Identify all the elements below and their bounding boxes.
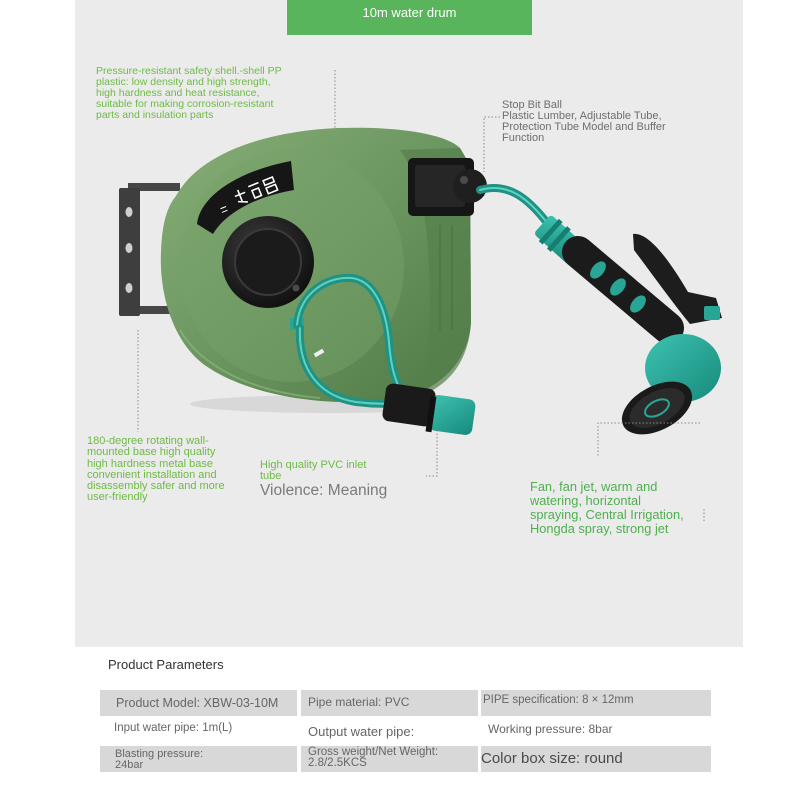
param-cell-input-pipe xyxy=(100,718,297,744)
annotation-line: watering, horizontal xyxy=(530,493,641,508)
param-cell-color-box xyxy=(481,746,711,772)
page-title: 10m water drum xyxy=(362,5,457,20)
annotation-spray xyxy=(530,480,684,536)
param-text: PIPE specification: 8 × 12mm xyxy=(483,694,634,706)
param-cell-working-pressure xyxy=(481,718,711,744)
outlet-hose xyxy=(480,188,548,224)
annotation-line: tube xyxy=(260,470,282,482)
hose-reel-icon xyxy=(161,128,487,403)
annotation-line: Pressure-resistant safety shell.-shell PP xyxy=(96,65,282,77)
param-text: Output water pipe: xyxy=(308,724,415,739)
annotation-line: high hardness metal base xyxy=(87,457,213,470)
annotation-line: spraying, Central Irrigation, xyxy=(530,507,684,522)
annotation-line: parts and insulation parts xyxy=(96,109,214,121)
annotation-shell xyxy=(96,66,282,121)
param-cell-product-model xyxy=(100,690,297,716)
annotation-stop-ball xyxy=(502,100,666,144)
annotation-line: High quality PVC inlet xyxy=(260,459,367,471)
annotation-line: Plastic Lumber, Adjustable Tube, xyxy=(502,110,662,122)
param-text: Input water pipe: 1m(L) xyxy=(114,722,233,734)
param-cell-weight xyxy=(301,746,478,772)
annotation-line: Stop Bit Ball xyxy=(502,99,562,111)
annotation-line: Protection Tube Model and Buffer xyxy=(502,121,666,133)
param-cell-pipe-spec xyxy=(481,690,711,716)
annotation-line: disassembly safer and more xyxy=(87,480,225,493)
annotation-line: Fan, fan jet, warm and xyxy=(530,479,658,494)
page-title-banner xyxy=(287,0,532,35)
param-text: Working pressure: 8bar xyxy=(488,722,613,736)
param-text: Blasting pressure: xyxy=(115,748,204,760)
annotation-line: Function xyxy=(502,132,545,144)
leader-line xyxy=(484,117,500,172)
annotation-base xyxy=(87,436,225,504)
param-text: Product Model: XBW-03-10M xyxy=(116,696,279,710)
annotation-line: mounted base high quality xyxy=(87,446,216,459)
annotation-line: 180-degree rotating wall- xyxy=(87,435,209,447)
param-cell-blasting-pressure xyxy=(100,746,297,772)
param-cell-output-pipe xyxy=(301,718,478,744)
annotation-line: Hongda spray, strong jet xyxy=(530,521,669,536)
param-text: 24bar xyxy=(115,759,144,771)
param-text: Color box size: round xyxy=(481,750,623,767)
param-cell-pipe-material xyxy=(301,690,478,716)
annotation-violence: Violence: Meaning xyxy=(260,482,388,499)
hose-connector xyxy=(382,383,477,436)
parameters-title: Product Parameters xyxy=(108,657,224,672)
param-text: 2.8/2.5KCS xyxy=(308,757,367,769)
annotation-line: high hardness and heat resistance, xyxy=(96,87,260,99)
param-text: Gross weight/Net Weight: xyxy=(308,746,439,758)
annotation-line: convenient installation and xyxy=(87,468,217,481)
annotation-line: plastic: low density and high strength, xyxy=(96,76,271,88)
annotation-line: suitable for making corrosion-resistant xyxy=(96,98,274,110)
annotation-line: user-friendly xyxy=(87,491,148,504)
param-text: Pipe material: PVC xyxy=(308,695,410,709)
spray-nozzle-icon xyxy=(532,213,722,445)
annotation-inlet-tube xyxy=(260,460,366,482)
leader-line xyxy=(426,430,437,476)
